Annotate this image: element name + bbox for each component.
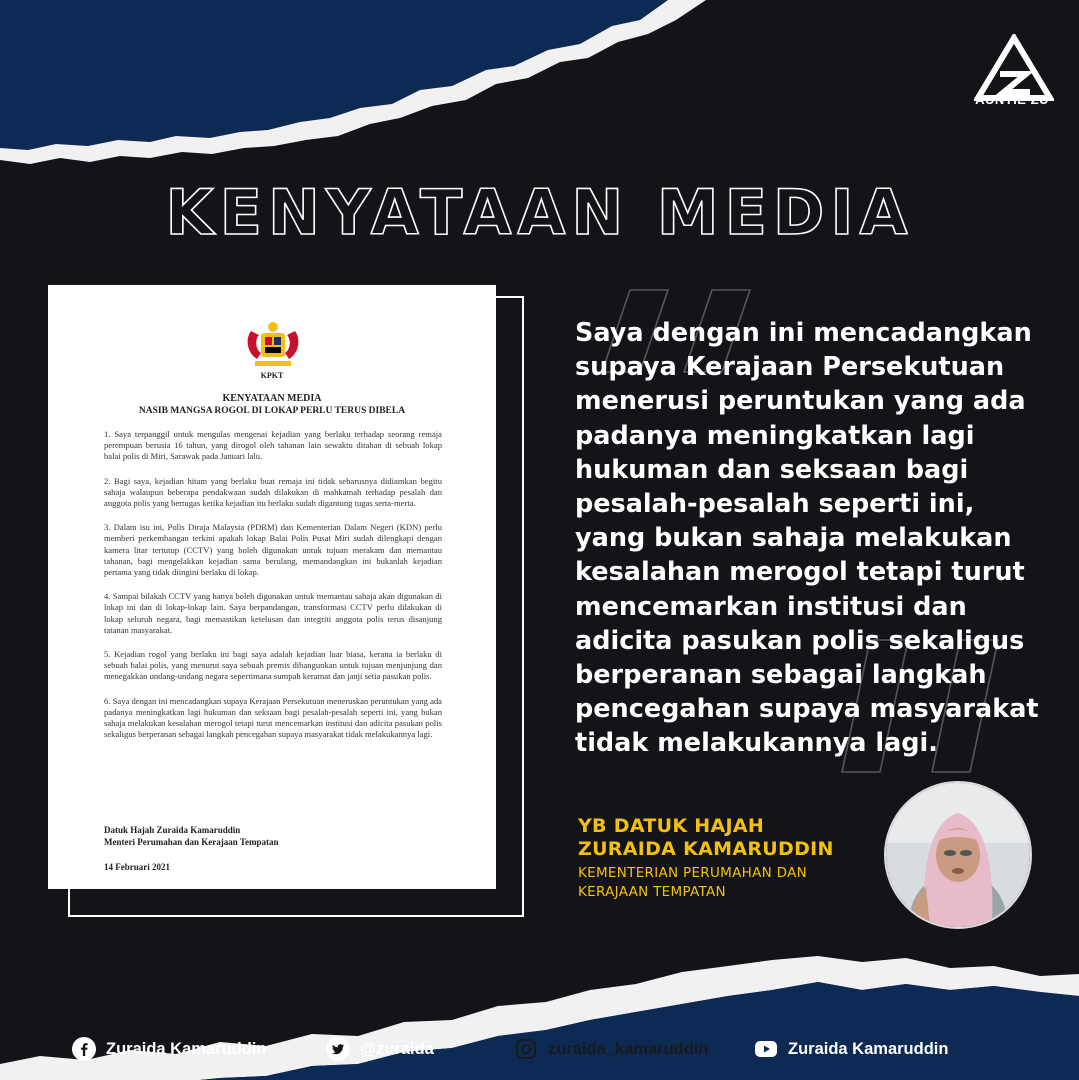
document-subheading: NASIB MANGSA ROGOL DI LOKAP PERLU TERUS DIBELA (138, 406, 406, 416)
document-paragraph: 2. Bagi saya, kejadian hitam yang berlaku buat remaja ini tidak seharusnya didiamkan begitu sahaja walaupun beberapa pendakwaan sudah dilakukan di mahkamah terhadap pesalah dan anggota polis yang bertugas ketika kejadian itu berlaku sudah digantung tugas serta-merta. (104, 475, 442, 509)
quote-line: padanya meningkatkan lagi (575, 420, 975, 451)
quote-line: supaya Kerajaan Persekutuan (575, 352, 1005, 383)
instagram-icon (514, 1037, 538, 1061)
document-paragraph: 4. Sampai bilakah CCTV yang hanya boleh digunakan untuk memantau sahaja akan digunakan di lokap ini dan di lokap-lokap lain. Saya berpandangan, transformasi CCTV perlu dilakukan di lokap seluruh negara, bagi memastikan ketelusan dan integriti anggota polis terus disanjung tatanan masyarakat. (104, 591, 442, 635)
twitter-link[interactable] (326, 1036, 434, 1062)
quote-line: tidak melakukannya lagi. (575, 728, 938, 759)
youtube-icon (754, 1037, 778, 1061)
facebook-label: Zuraida Kamaruddin (106, 1039, 267, 1058)
press-release-document (48, 285, 496, 889)
document-paragraph: 6. Saya dengan ini mencadangkan supaya Kerajaan Persekutuan meneruskan peruntukan yang ada padanya meningkatkan lagi hukuman dan seksaan bagi pesalah-pesalah seperti ini, yang bukan sahaja melakukan kesalahan merogol tetapi turut mencemarkan institusi dan adicita pasukan polis sekaligus berperanan sebagai langkah pencegahan supaya masyarakat tidak melakukannya lagi. (104, 695, 442, 740)
speaker-name-line2: ZURAIDA KAMARUDDIN (578, 838, 834, 860)
signatory-name: Datuk Hajah Zuraida Kamaruddin (104, 825, 241, 835)
speaker-dept-line1: KEMENTERIAN PERUMAHAN DAN (578, 865, 808, 881)
speaker-name-line1: YB DATUK HAJAH (578, 815, 765, 837)
quote-line: pencegahan supaya masyarakat (575, 694, 1039, 725)
signatory-title: Menteri Perumahan dan Kerajaan Tempatan (104, 837, 279, 847)
document-heading: KENYATAAN MEDIA (222, 393, 322, 404)
quote-line: yang bukan sahaja melakukan (575, 523, 1012, 554)
page-title: KENYATAAN MEDIA (165, 176, 914, 249)
youtube-link[interactable] (754, 1036, 948, 1062)
quote-line: Saya dengan ini mencadangkan (575, 318, 1032, 348)
quote-line: adicita pasukan polis sekaligus (575, 625, 1025, 656)
speaker-dept-line2: KERAJAAN TEMPATAN (578, 884, 726, 900)
quote-line: hukuman dan seksaan bagi (575, 454, 969, 485)
featured-quote (575, 316, 1039, 761)
document-paragraph: 1. Saya terpanggil untuk mengulas mengenai kejadian yang berlaku terhadap seorang remaja perempuan berusia 16 tahun, yang dirogol oleh tahanan lain sewaktu ditahan di sebuah lokap balai polis di Miri, Sarawak pada Januari lalu. (104, 429, 442, 462)
twitter-icon (326, 1037, 350, 1061)
quote-line: kesalahan merogol tetapi turut (575, 557, 1025, 588)
quote-line: mencemarkan institusi dan (575, 591, 967, 622)
document-date: 14 Februari 2021 (104, 862, 170, 872)
facebook-icon (72, 1037, 96, 1061)
crest-caption: KPKT (260, 371, 284, 380)
twitter-label: @zuraida (360, 1039, 434, 1058)
instagram-label: zuraida_kamaruddin (548, 1039, 709, 1058)
document-body (104, 429, 442, 753)
document-paragraph: 5. Kejadian rogol yang berlaku ini bagi saya adalah kejadian luar biasa, kerana ia berlaku di sebuah balai polis, yang menurut saya sebuah premis dibangunkan untuk tujuan menjunjung dan menegakkan undang-undang negara sepertimana sumpah keramat dan janji setia pasukan polis. (104, 649, 442, 682)
quote-line: menerusi peruntukan yang ada (575, 386, 1026, 417)
facebook-link[interactable] (72, 1036, 266, 1062)
ministry-crest-icon (241, 319, 305, 371)
youtube-label: Zuraida Kamaruddin (788, 1039, 949, 1058)
brand-name: AUNTIE ZU (975, 92, 1049, 107)
instagram-link[interactable] (514, 1036, 708, 1062)
speaker-avatar (884, 781, 1032, 929)
document-paragraph: 3. Dalam isu ini, Polis Diraja Malaysia (PDRM) dan Kementerian Dalam Negeri (KDN) perlu memberi perkembangan terkini apakah lokap Balai Polis Pusat Miri sudah dilengkapi dengan kamera litar tertutup (CCTV) yang boleh digunakan untuk tujuan merakam dan memantau tahanan, bagi mengelakkan kejadian sama berulang, memandangkan ini bukanlah kejadian pertama yang tidak diingini berlaku di lokap. (104, 522, 442, 578)
quote-line: berperanan sebagai langkah (575, 660, 987, 691)
quote-line: pesalah-pesalah seperti ini, (575, 489, 975, 520)
